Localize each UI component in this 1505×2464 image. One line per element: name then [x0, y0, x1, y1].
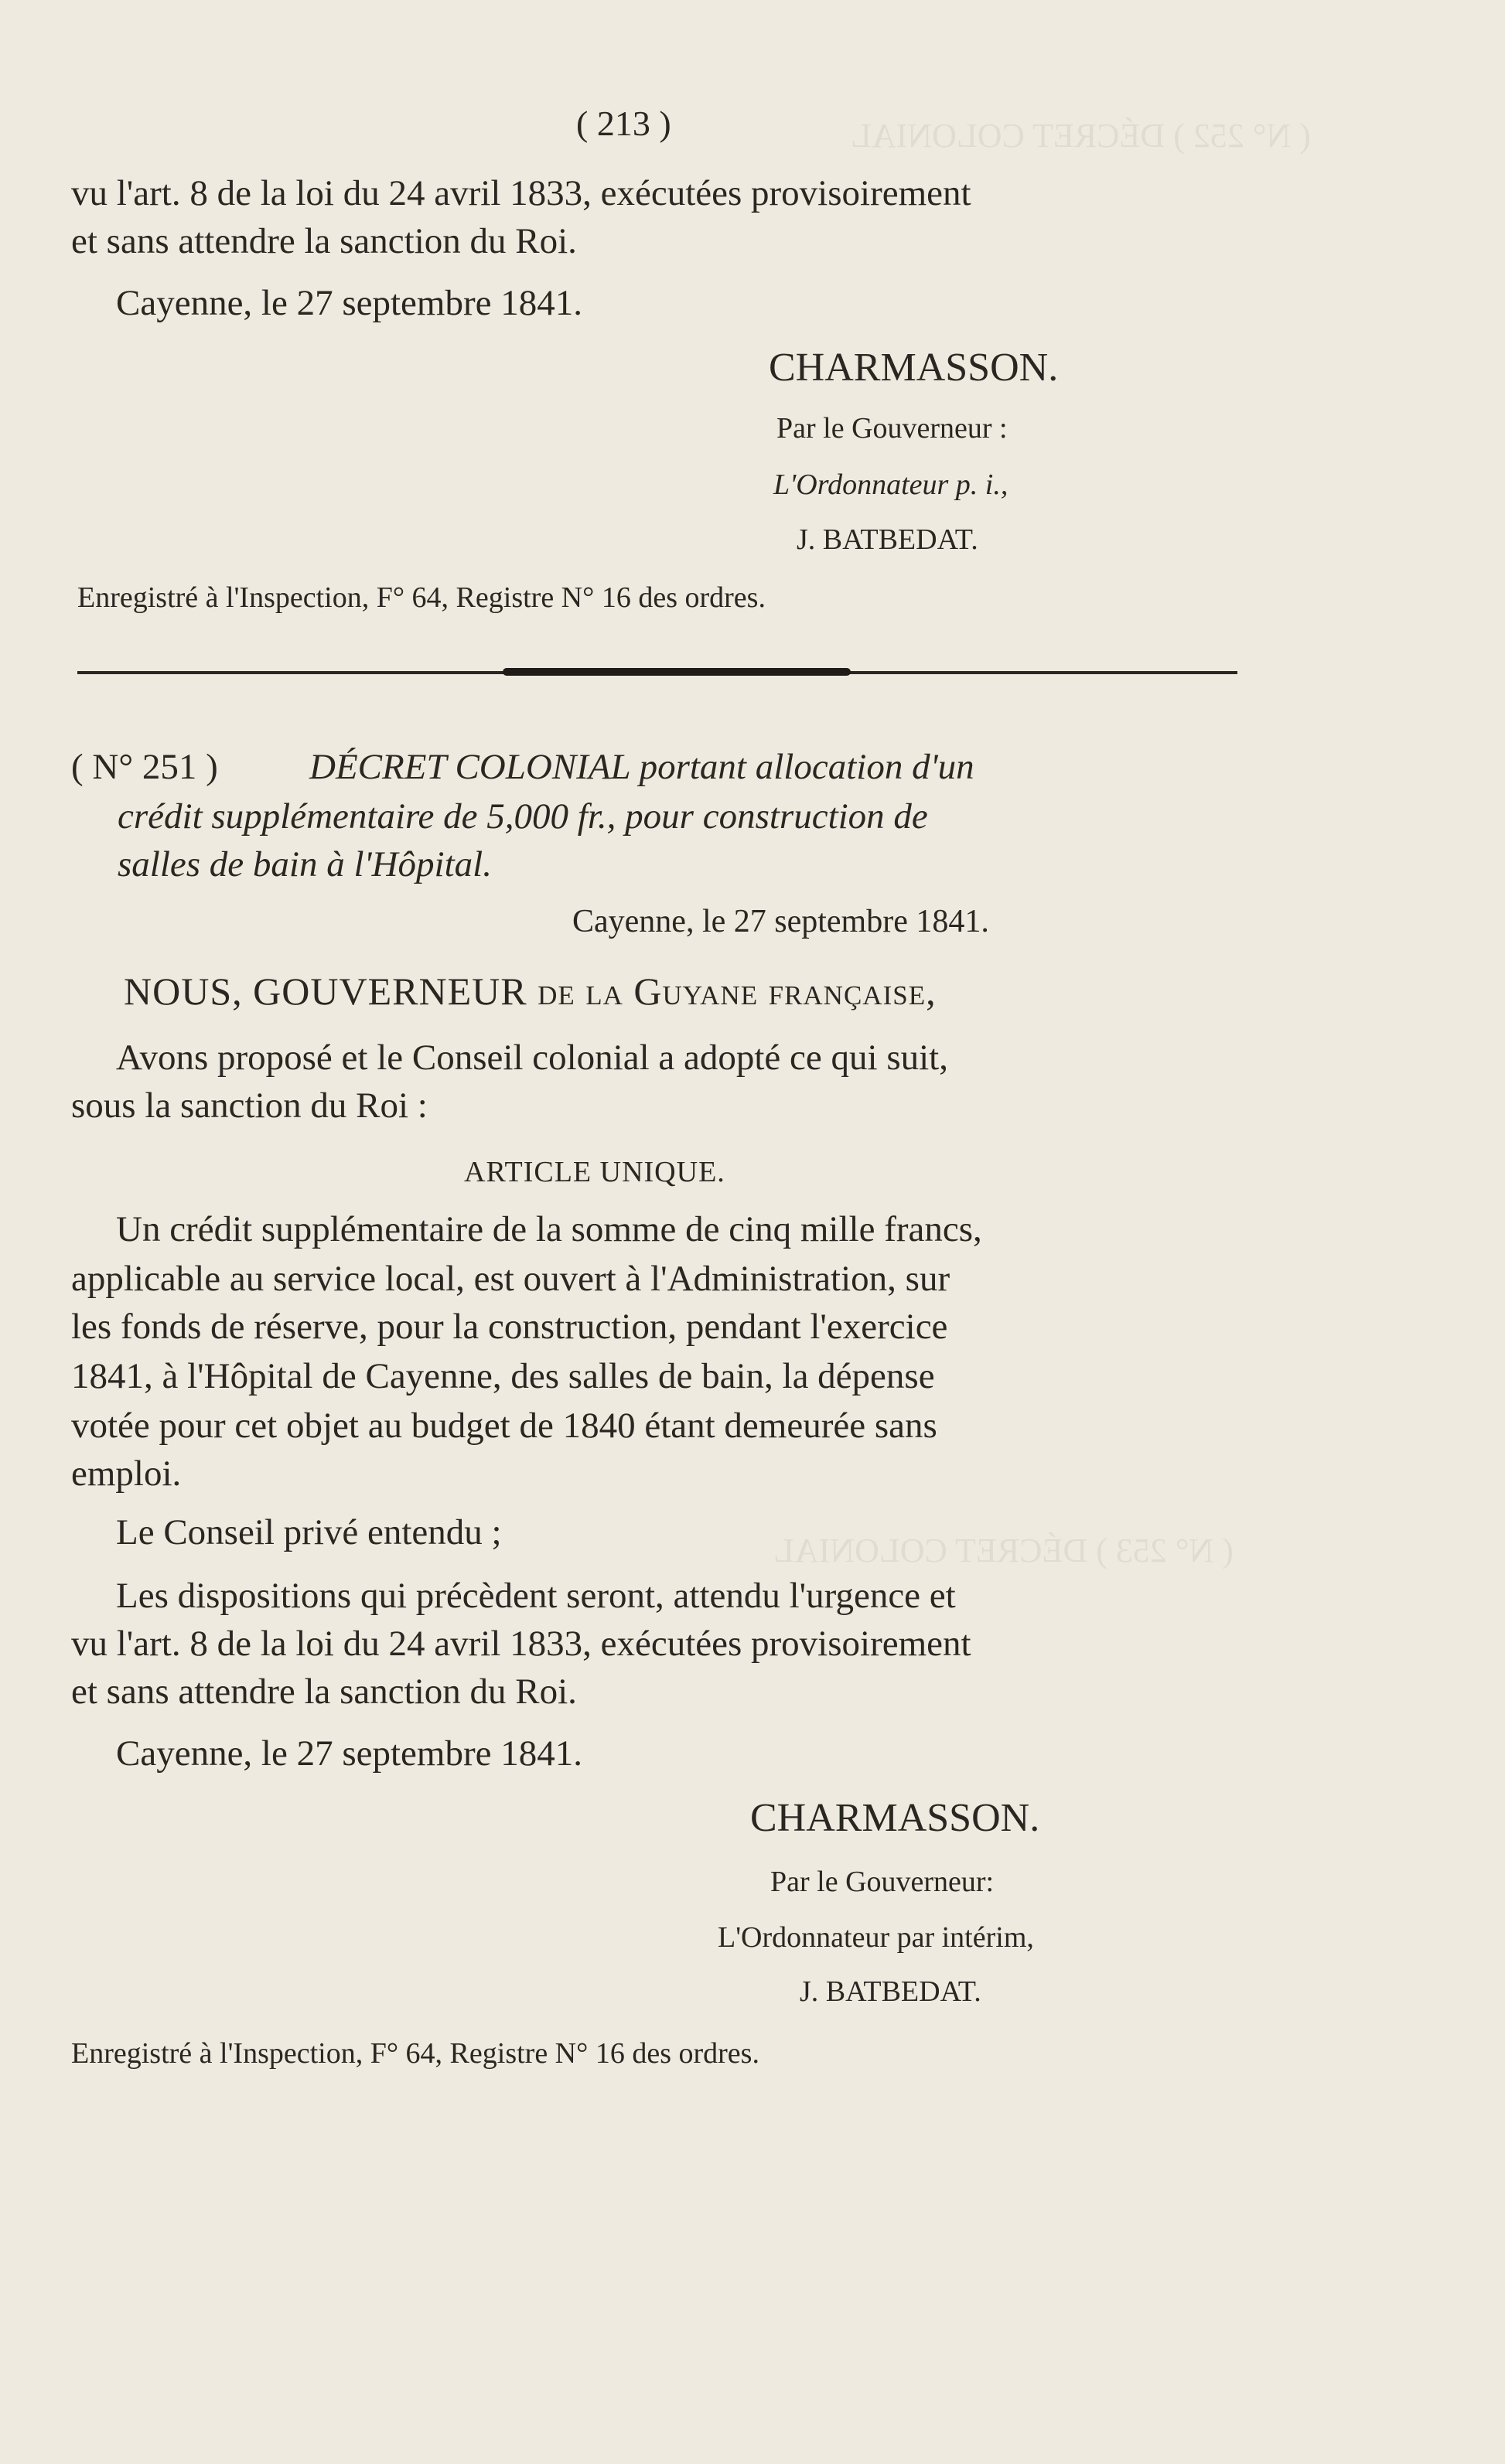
text-line: votée pour cet objet au budget de 1840 étant demeurée sans — [71, 1406, 937, 1446]
text-line: et sans attendre la sanction du Roi. — [71, 1672, 577, 1712]
nous-gouverneur: NOUS, GOUVERNEUR de la Guyane française, — [124, 970, 937, 1013]
text-line: Avons proposé et le Conseil colonial a adopté ce qui suit, — [116, 1038, 948, 1078]
date-line: Cayenne, le 27 septembre 1841. — [116, 1733, 582, 1774]
batbedat: J. BATBEDAT. — [797, 523, 978, 556]
decree-title: salles de bain à l'Hôpital. — [118, 844, 492, 884]
text-line: Le Conseil privé entendu ; — [116, 1512, 502, 1552]
text-line: vu l'art. 8 de la loi du 24 avril 1833, exécutées provisoirement — [71, 173, 971, 213]
decree-date: Cayenne, le 27 septembre 1841. — [572, 904, 989, 939]
signatory: CHARMASSON. — [750, 1796, 1040, 1840]
par-le-gouverneur: Par le Gouverneur : — [776, 412, 1008, 445]
text-line: Les dispositions qui précèdent seront, attendu l'urgence et — [116, 1576, 956, 1616]
registry-note: Enregistré à l'Inspection, F° 64, Registre N° 16 des ordres. — [71, 2037, 759, 2070]
text-line: et sans attendre la sanction du Roi. — [71, 221, 577, 261]
text-line: emploi. — [71, 1454, 182, 1494]
text-line: applicable au service local, est ouvert à l'Administration, sur — [71, 1259, 950, 1299]
text-line: les fonds de réserve, pour la construction, pendant l'exercice — [71, 1307, 948, 1347]
signatory: CHARMASSON. — [769, 346, 1059, 390]
text-line: sous la sanction du Roi : — [71, 1085, 428, 1126]
text-line: Un crédit supplémentaire de la somme de cinq mille francs, — [116, 1209, 982, 1249]
text-line: 1841, à l'Hôpital de Cayenne, des salles de bain, la dépense — [71, 1356, 935, 1396]
decree-title: DÉCRET COLONIAL portant allocation d'un — [309, 747, 974, 787]
registry-note: Enregistré à l'Inspection, F° 64, Registre N° 16 des ordres. — [77, 581, 766, 614]
text-line: vu l'art. 8 de la loi du 24 avril 1833, exécutées provisoirement — [71, 1624, 971, 1664]
ordonnateur: L'Ordonnateur p. i., — [773, 469, 1008, 501]
section-divider-ornament — [503, 668, 851, 676]
par-le-gouverneur: Par le Gouverneur: — [770, 1866, 995, 1898]
article-heading: ARTICLE UNIQUE. — [464, 1156, 725, 1188]
ordonnateur: L'Ordonnateur par intérim, — [718, 1921, 1034, 1954]
batbedat: J. BATBEDAT. — [800, 1975, 981, 2008]
date-line: Cayenne, le 27 septembre 1841. — [116, 283, 582, 323]
decree-number: ( N° 251 ) — [71, 747, 218, 787]
show-through: ( N° 252 ) DÉCRET COLONIAL — [851, 117, 1311, 155]
decree-title: crédit supplémentaire de 5,000 fr., pour construction de — [118, 796, 928, 837]
page-number: ( 213 ) — [576, 104, 671, 143]
show-through: ( N° 253 ) DÉCRET COLONIAL — [773, 1532, 1234, 1569]
